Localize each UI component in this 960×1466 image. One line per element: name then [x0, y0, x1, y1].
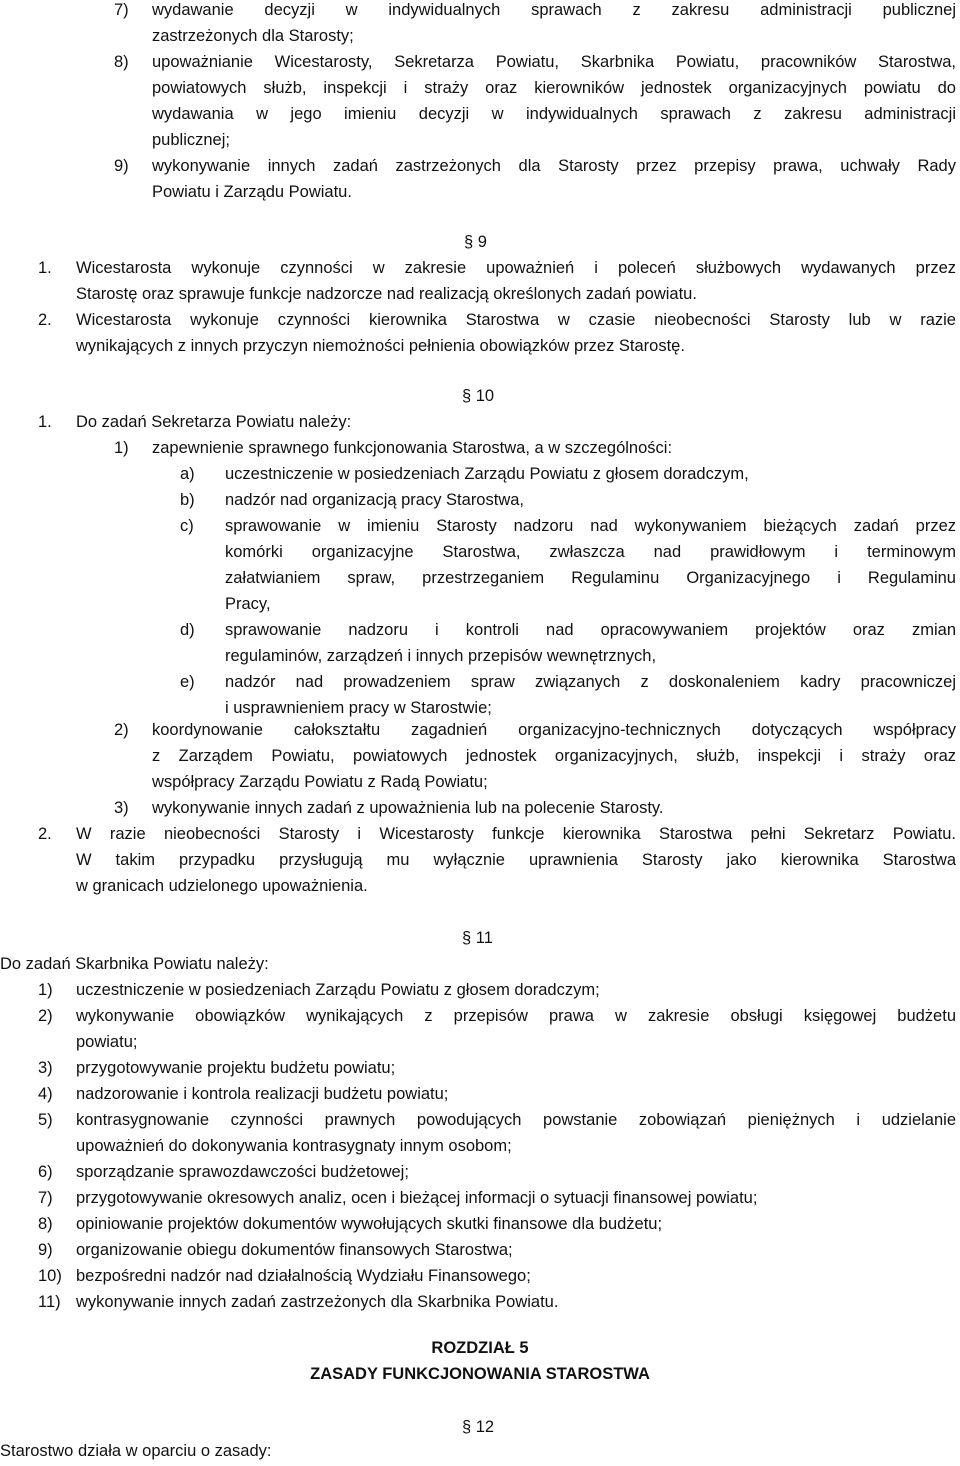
s11-item-line: sporządzanie sprawozdawczości budżetowej;: [76, 1163, 409, 1181]
s9-item-1: [38, 255, 956, 307]
s11-item-number: 5): [38, 1111, 53, 1129]
s10-sub-item-number: 2): [114, 721, 129, 739]
s11-item-4: [38, 1081, 956, 1107]
s11-item-line: bezpośredni nadzór nad działalnością Wydziału Finansowego;: [76, 1267, 531, 1285]
s11-item-line: powiatu;: [76, 1033, 138, 1051]
s10-sub-item-line: współpracy Zarządu Powiatu z Radą Powiatu;: [152, 773, 488, 791]
s11-item-line: nadzorowanie i kontrola realizacji budżetu powiatu;: [76, 1085, 449, 1103]
s9-item-number: 1.: [38, 259, 52, 277]
section-heading-10: § 10: [462, 387, 495, 405]
s10-letter-item-1: [180, 461, 956, 487]
s10-letter-item-line: sprawowanie w imieniu Starosty nadzoru nad wykonywaniem bieżących zadań przez: [225, 517, 956, 535]
s10-letter-item-number: d): [180, 621, 195, 639]
s11-item-number: 2): [38, 1007, 53, 1025]
s9-item-line: Starostę oraz sprawuje funkcje nadzorcze nad realizacją określonych zadań powiatu.: [76, 285, 697, 303]
s10-letter-item-line: nadzór nad organizacją pracy Starostwa,: [225, 491, 524, 509]
top-item-line: Powiatu i Zarządu Powiatu.: [152, 183, 352, 201]
s11-item-number: 10): [38, 1267, 62, 1285]
top-item-line: wykonywanie innych zadań zastrzeżonych dla Starosty przez przepisy prawa, uchwały Rady: [152, 157, 956, 175]
s9-item-number: 2.: [38, 311, 52, 329]
top-item-line: wydawania w jego imieniu decyzji w indywidualnych sprawach z zakresu administracji: [152, 105, 956, 123]
s9-item-line: Wicestarosta wykonuje czynności kierownika Starostwa w czasie nieobecności Starosty lub w razie: [76, 311, 956, 329]
section-heading-9: § 9: [464, 233, 487, 251]
s10-letter-item-line: komórki organizacyjne Starostwa, zwłaszcza nad prawidłowym i terminowym: [225, 543, 956, 561]
s11-item-number: 9): [38, 1241, 53, 1259]
s11-item-3: [38, 1055, 956, 1081]
s11-item-line: wykonywanie obowiązków wynikających z przepisów prawa w zakresie obsługi księgowej budżetu: [76, 1007, 956, 1025]
s10-letter-item-number: e): [180, 673, 195, 691]
s10-sub-item-line: wykonywanie innych zadań z upoważnienia lub na polecenie Starosty.: [152, 799, 664, 817]
s11-item-line: organizowanie obiegu dokumentów finansowych Starostwa;: [76, 1241, 513, 1259]
s11-item-1: [38, 977, 956, 1003]
s10-p2-item-line: W takim przypadku przysługują mu wyłącznie uprawnienia Starosty jako kierownika Starostwa: [76, 851, 956, 869]
s10-p2-item-1: [38, 821, 956, 899]
s10-letter-item-4: [180, 617, 956, 669]
s11-item-number: 8): [38, 1215, 53, 1233]
section-heading-11: § 11: [462, 929, 493, 947]
section-12-intro: Starostwo działa w oparciu o zasady:: [0, 1442, 272, 1460]
s10-letter-item-line: Pracy,: [225, 595, 271, 613]
s10-letter-item-number: a): [180, 465, 195, 483]
chapter-subtitle: ZASADY FUNKCJONOWANIA STAROSTWA: [310, 1365, 650, 1383]
s11-item-2: [38, 1003, 956, 1055]
section-heading-12: § 12: [462, 1418, 495, 1436]
s10-sub-item-number: 3): [114, 799, 129, 817]
section-10-p1-number: 1.: [38, 413, 52, 431]
s10-letter-item-2: [180, 487, 956, 513]
s11-item-number: 7): [38, 1189, 53, 1207]
top-item-number: 8): [114, 53, 129, 71]
s11-item-number: 3): [38, 1059, 53, 1077]
s10-letter-item-line: uczestniczenie w posiedzeniach Zarządu Powiatu z głosem doradczym,: [225, 465, 749, 483]
s11-item-number: 6): [38, 1163, 53, 1181]
top-item-3: [114, 153, 956, 205]
s10-sub-item-2: [114, 795, 956, 821]
s10-letter-item-line: załatwianiem spraw, przestrzeganiem Regulaminu Organizacyjnego i Regulaminu: [225, 569, 956, 587]
s11-item-9: [38, 1237, 956, 1263]
s9-item-line: Wicestarosta wykonuje czynności w zakresie upoważnień i poleceń służbowych wydawanych przez: [76, 259, 956, 277]
top-item-number: 9): [114, 157, 129, 175]
section-10-p1-intro: Do zadań Sekretarza Powiatu należy:: [76, 413, 352, 431]
s11-item-10: [38, 1263, 956, 1289]
section-11-intro: Do zadań Skarbnika Powiatu należy:: [0, 955, 269, 973]
s11-item-number: 11): [38, 1293, 61, 1311]
s10-p2-item-line: w granicach udzielonego upoważnienia.: [76, 877, 368, 895]
s11-item-number: 4): [38, 1085, 53, 1103]
s11-item-11: [38, 1289, 956, 1315]
s10-letter-item-line: regulaminów, zarządzeń i innych przepisów wewnętrznych,: [225, 647, 657, 665]
top-item-line: wydawanie decyzji w indywidualnych sprawach z zakresu administracji publicznej: [152, 1, 956, 19]
s11-item-7: [38, 1185, 956, 1211]
s11-item-number: 1): [38, 981, 53, 999]
s10-letter-item-5: [180, 669, 956, 721]
top-item-line: powiatowych służb, inspekcji i straży oraz kierowników jednostek organizacyjnych powiatu do: [152, 79, 956, 97]
chapter-title: ROZDZIAŁ 5: [431, 1339, 529, 1357]
s9-item-2: [38, 307, 956, 359]
s10-letter-item-line: nadzór nad prowadzeniem spraw związanych z doskonaleniem kadry pracowniczej: [225, 673, 956, 691]
s10-sub-item-line: koordynowanie całokształtu zagadnień organizacyjno-technicznych dotyczących współpracy: [152, 721, 956, 739]
top-item-2: [114, 49, 956, 153]
section-10-sub1-number: 1): [114, 439, 129, 457]
top-item-number: 7): [114, 1, 129, 19]
s10-letter-item-number: c): [180, 517, 194, 535]
s11-item-8: [38, 1211, 956, 1237]
s10-p2-item-line: W razie nieobecności Starosty i Wicestarosty funkcje kierownika Starostwa pełni Sekretarz Powiatu.: [76, 825, 956, 843]
s11-item-line: opiniowanie projektów dokumentów wywołujących skutki finansowe dla budżetu;: [76, 1215, 663, 1233]
s10-letter-item-line: i usprawnieniem pracy w Starostwie;: [225, 699, 492, 717]
top-item-line: publicznej;: [152, 131, 230, 149]
s11-item-line: przygotowywanie projektu budżetu powiatu;: [76, 1059, 396, 1077]
s10-letter-item-number: b): [180, 491, 195, 509]
s10-p2-item-number: 2.: [38, 825, 52, 843]
s10-sub-item-line: z Zarządem Powiatu, powiatowych jednostek organizacyjnych, służb, inspekcji i straży oraz: [152, 747, 956, 765]
s9-item-line: wynikających z innych przyczyn niemożności pełnienia obowiązków przez Starostę.: [76, 337, 685, 355]
s10-letter-item-line: sprawowanie nadzoru i kontroli nad opracowywaniem projektów oraz zmian: [225, 621, 956, 639]
s10-letter-item-3: [180, 513, 956, 617]
s11-item-line: uczestniczenie w posiedzeniach Zarządu Powiatu z głosem doradczym;: [76, 981, 600, 999]
s11-item-line: upoważnień do dokonywania kontrasygnaty innym osobom;: [76, 1137, 512, 1155]
top-item-line: zastrzeżonych dla Starosty;: [152, 27, 354, 45]
s11-item-line: przygotowywanie okresowych analiz, ocen i bieżącej informacji o sytuacji finansowej powiatu;: [76, 1189, 758, 1207]
s11-item-5: [38, 1107, 956, 1159]
s11-item-line: kontrasygnowanie czynności prawnych powodujących powstanie zobowiązań pieniężnych i udzielanie: [76, 1111, 956, 1129]
s10-sub-item-1: [114, 717, 956, 795]
s11-item-6: [38, 1159, 956, 1185]
top-item-line: upoważnianie Wicestarosty, Sekretarza Powiatu, Skarbnika Powiatu, pracowników Starostwa,: [152, 53, 956, 71]
section-10-sub1-text: zapewnienie sprawnego funkcjonowania Starostwa, a w szczególności:: [152, 439, 673, 457]
s11-item-line: wykonywanie innych zadań zastrzeżonych dla Skarbnika Powiatu.: [76, 1293, 559, 1311]
top-item-1: [114, 0, 956, 49]
